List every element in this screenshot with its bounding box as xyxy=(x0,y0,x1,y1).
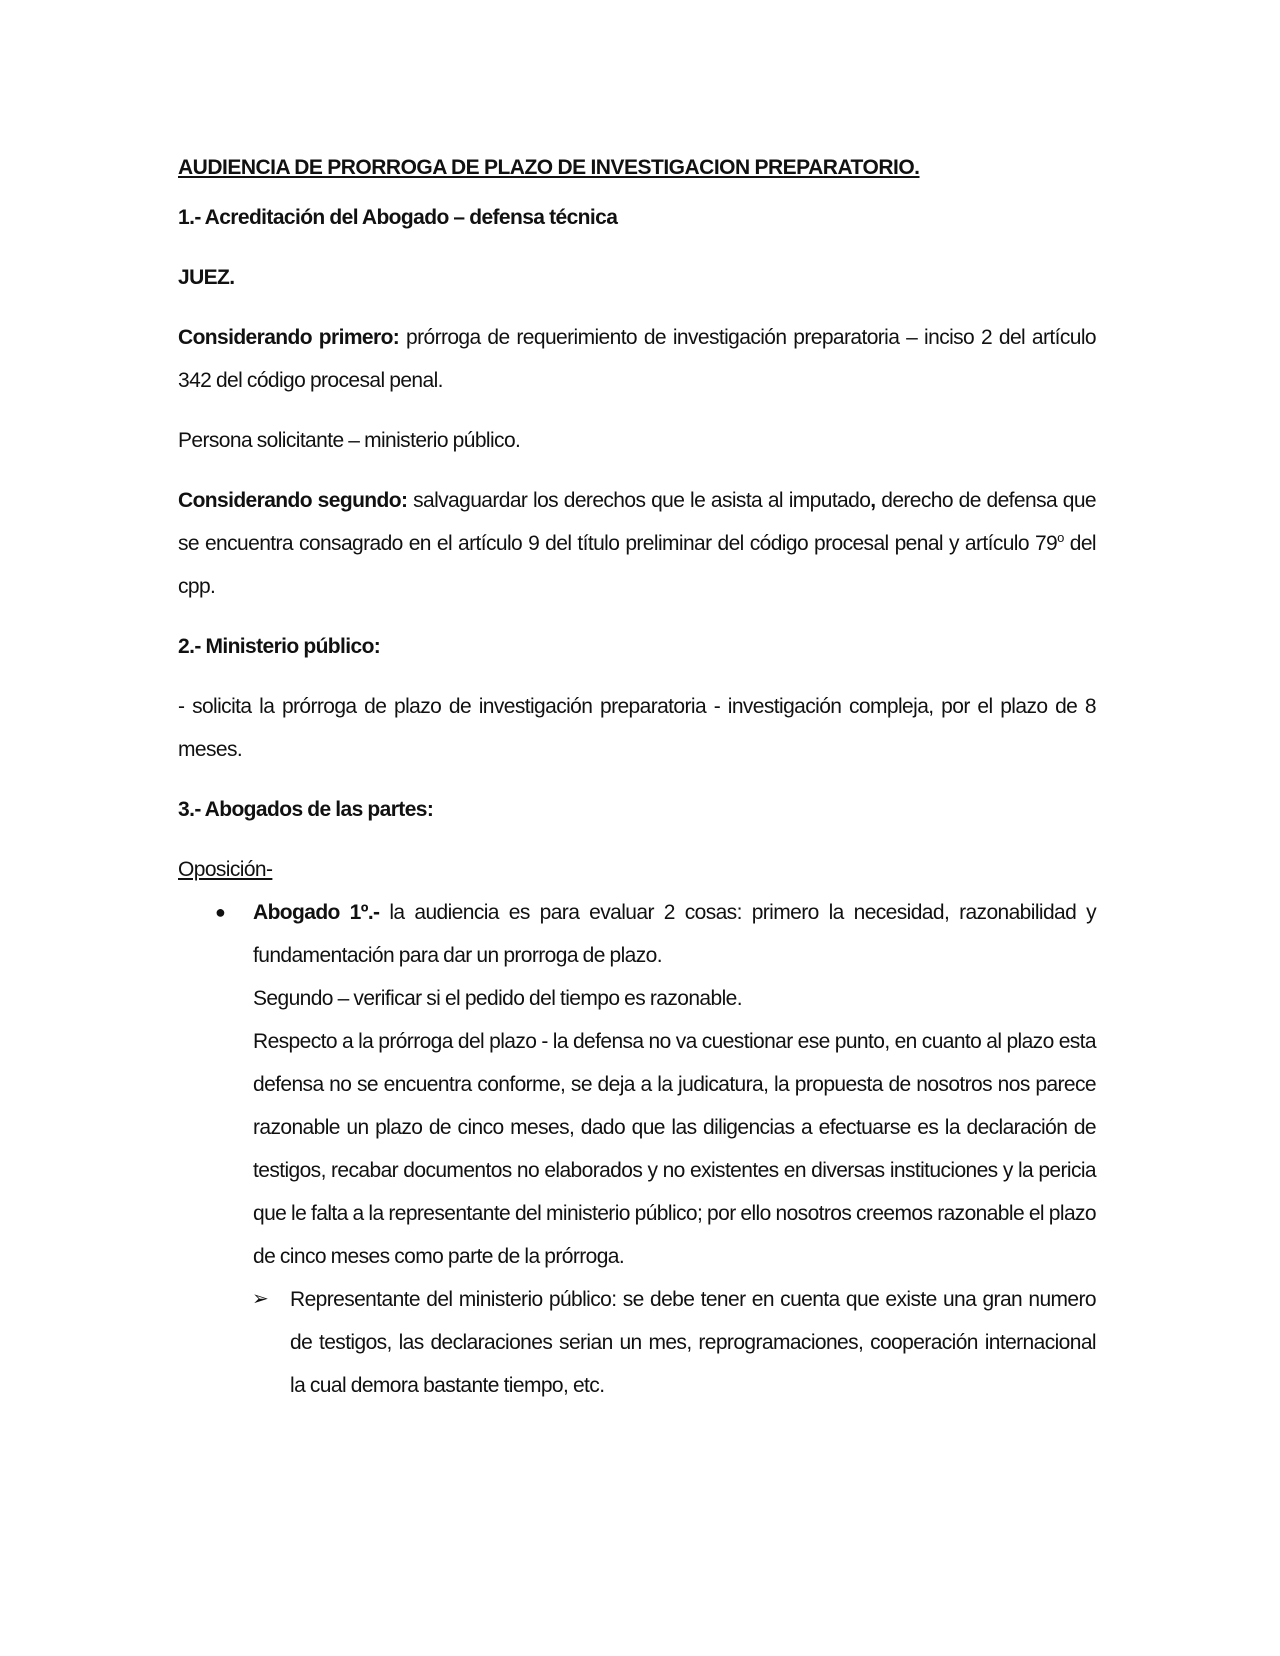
considerando-segundo-comma: , xyxy=(870,489,876,512)
considerando-segundo-text-a: salvaguardar los derechos que le asista al imputado xyxy=(407,489,871,512)
document-body xyxy=(178,146,1096,1407)
considerando-segundo-paragraph xyxy=(178,479,1096,608)
section-2-text: - solicita la prórroga de plazo de investigación preparatoria - investigación compleja, por el plazo de 8 meses. xyxy=(178,695,1096,761)
section-1-heading: 1.- Acreditación del Abogado – defensa técnica xyxy=(178,206,618,229)
lawyer-bullet-item xyxy=(215,891,1096,1278)
considerando-segundo-text-b: derecho de defensa que se encuentra consagrado en el artículo 9 del título preliminar del código procesal penal y artículo 79 xyxy=(178,489,1097,555)
prosecutor-text: Representante del ministerio público: se debe tener en cuenta que existe una gran numero de testigos, las declaraciones serian un mes, reprogramaciones, cooperación internacional la cual demora bastante tiempo, etc. xyxy=(290,1288,1096,1397)
lawyer-statement xyxy=(253,891,1096,977)
arrow-bullet-icon: ➢ xyxy=(252,1288,269,1310)
prosecutor-arrow-item xyxy=(252,1278,1096,1407)
judge-heading: JUEZ. xyxy=(178,266,235,289)
document-title: AUDIENCIA DE PRORROGA DE PLAZO DE INVESTIGACION PREPARATORIO. xyxy=(178,156,920,179)
bullet-dot-icon: ● xyxy=(215,902,226,922)
opposition-text: Oposición- xyxy=(178,858,273,881)
degree-superscript: o xyxy=(1057,530,1064,545)
opposition-label xyxy=(178,848,1096,891)
section-3-heading: 3.- Abogados de las partes: xyxy=(178,798,434,821)
considerando-segundo-text-c: del cpp. xyxy=(178,532,1096,598)
considerando-primero-paragraph xyxy=(178,316,1096,402)
lawyer-text: la audiencia es para evaluar 2 cosas: primero la necesidad, razonabilidad y fundamentación para dar un prorroga de plazo. xyxy=(253,901,1096,967)
second-point-line: Segundo – verificar si el pedido del tiempo es razonable. xyxy=(253,987,742,1010)
considerando-primero-text: prórroga de requerimiento de investigación preparatoria – inciso 2 del artículo 342 del código procesal penal. xyxy=(178,326,1096,392)
considerando-segundo-label: Considerando segundo: xyxy=(178,489,408,512)
section-2-heading: 2.- Ministerio público: xyxy=(178,635,381,658)
lawyer-label: Abogado 1º.- xyxy=(253,901,380,924)
defense-paragraph: Respecto a la prórroga del plazo - la defensa no va cuestionar ese punto, en cuanto al plazo esta defensa no se encuentra conforme, se deja a la judicatura, la propuesta de nosotros nos parece razonable un plazo de cinco meses, dado que las diligencias a efectuarse es la declaración de testigos, recabar documentos no elaborados y no existentes en diversas instituciones y la pericia que le falta a la representante del ministerio público; por ello nosotros creemos razonable el plazo de cinco meses como parte de la prórroga. xyxy=(253,1030,1096,1268)
requester-line: Persona solicitante – ministerio público. xyxy=(178,429,521,452)
considerando-primero-label: Considerando primero: xyxy=(178,326,400,349)
